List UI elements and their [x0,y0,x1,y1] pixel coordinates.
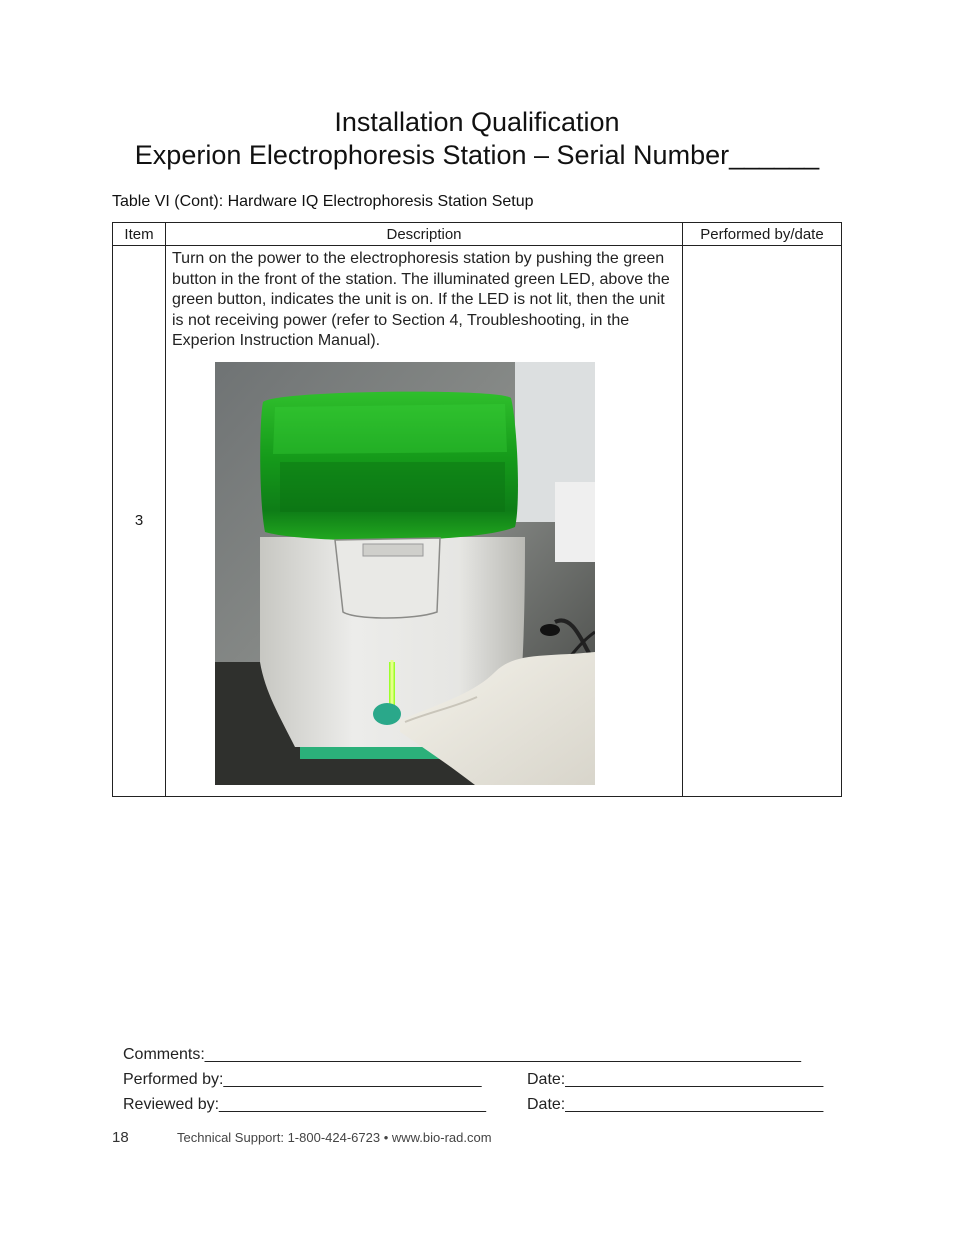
footer-support: Technical Support: 1-800-424-6723 • www.bio-rad.com [177,1130,492,1145]
performed-date-field: Date:_____________________________ [527,1071,824,1088]
station-photo [215,362,595,785]
header-item: Item [113,223,166,246]
performed-cell[interactable] [683,246,842,797]
table-header-row [113,223,842,246]
description-text: Turn on the power to the electrophoresis station by pushing the green button in the front of the station. The illuminated green LED, above the green button, indicates the unit is on. If the LED is not lit, then the unit is not receiving power (refer to Section 4, Troubleshooting, in the Experion Instruction Manual). [172,250,670,349]
table-caption: Table VI (Cont): Hardware IQ Electrophoresis Station Setup [112,193,534,210]
reviewed-by-field: Reviewed by:______________________________ [123,1096,486,1113]
description-cell [166,246,683,797]
reviewed-date-field: Date:_____________________________ [527,1096,824,1113]
title-line-2: Experion Electrophoresis Station – Serial Number______ [134,140,820,170]
performed-by-field: Performed by:_____________________________ [123,1071,482,1088]
comments-field: Comments:___________________________________________________________________ [123,1046,801,1063]
page-title [112,106,842,172]
table-row [113,246,842,797]
iq-table [112,222,842,797]
page-number: 18 [112,1129,129,1146]
header-description: Description [166,223,683,246]
title-line-1: Installation Qualification [334,107,620,137]
item-number: 3 [113,246,166,797]
header-performed: Performed by/date [683,223,842,246]
